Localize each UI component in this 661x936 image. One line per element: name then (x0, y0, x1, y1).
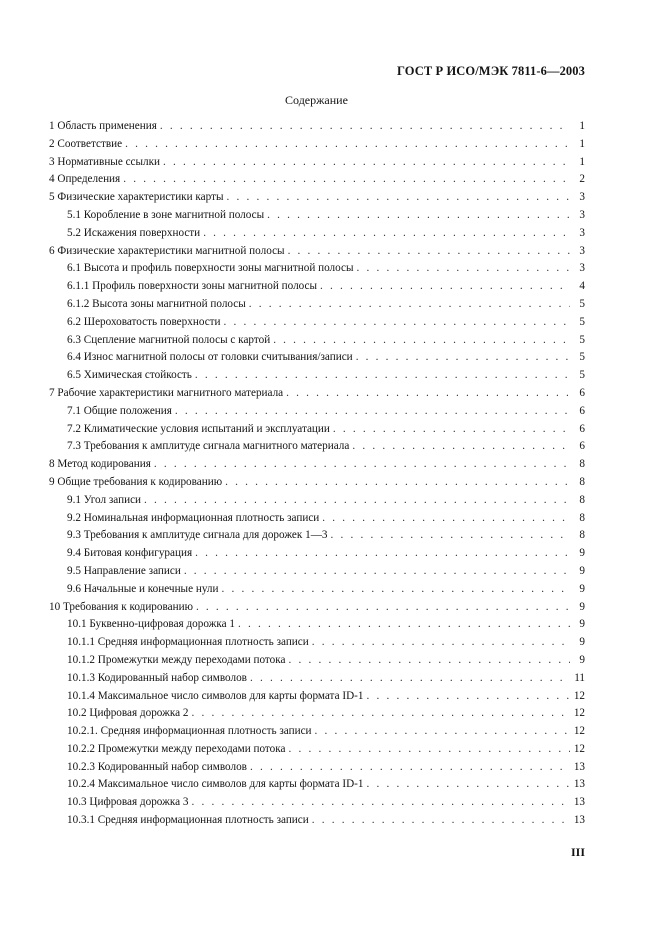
toc-leader-dots (288, 243, 570, 261)
toc-leader-dots (333, 421, 570, 439)
toc-entry[interactable] (49, 171, 585, 189)
table-of-contents (49, 118, 585, 830)
toc-entry[interactable] (49, 385, 585, 403)
toc-entry-page: 5 (579, 333, 585, 346)
toc-entry-page: 4 (579, 280, 585, 293)
toc-entry-page: 9 (579, 653, 585, 666)
toc-entry-page: 11 (574, 671, 585, 684)
toc-entry[interactable] (49, 759, 585, 777)
toc-entry-label: 7.2 Климатические условия испытаний и эксплуатации (67, 422, 330, 435)
toc-entry-page: 1 (579, 137, 585, 150)
toc-entry[interactable] (49, 599, 585, 617)
toc-entry-label: 10.1.2 Промежутки между переходами потока (67, 653, 286, 666)
toc-entry-page: 6 (579, 422, 585, 435)
toc-entry-label: 9.3 Требования к амплитуде сигнала для дорожек 1—3 (67, 529, 328, 542)
toc-entry[interactable] (49, 634, 585, 652)
toc-entry-label: 7.1 Общие положения (67, 404, 172, 417)
toc-entry-page: 12 (573, 725, 585, 738)
toc-entry[interactable] (49, 260, 585, 278)
toc-entry-page: 9 (579, 636, 585, 649)
toc-leader-dots (163, 154, 570, 172)
toc-entry-label: 10.1.4 Максимальное число символов для карты формата ID-1 (67, 689, 364, 702)
toc-entry[interactable] (49, 367, 585, 385)
toc-leader-dots (144, 492, 570, 510)
toc-entry-label: 9.5 Направление записи (67, 564, 181, 577)
toc-leader-dots (366, 688, 570, 706)
toc-entry[interactable] (49, 296, 585, 314)
toc-entry-page: 3 (579, 262, 585, 275)
toc-leader-dots (175, 403, 570, 421)
toc-entry-label: 10.3.1 Средняя информационная плотность записи (67, 814, 309, 827)
toc-entry[interactable] (49, 688, 585, 706)
toc-entry-label: 9.2 Номинальная информационная плотность записи (67, 511, 320, 524)
toc-leader-dots (154, 456, 570, 474)
toc-entry-page: 5 (579, 351, 585, 364)
toc-entry-label: 8 Метод кодирования (49, 458, 151, 471)
toc-leader-dots (123, 171, 570, 189)
toc-entry[interactable] (49, 278, 585, 296)
toc-entry[interactable] (49, 670, 585, 688)
toc-entry-label: 4 Определения (49, 173, 121, 186)
standard-header: ГОСТ Р ИСО/МЭК 7811-6—2003 (396, 64, 585, 78)
toc-entry-page: 6 (579, 404, 585, 417)
toc-entry-label: 6.1.2 Высота зоны магнитной полосы (67, 297, 246, 310)
toc-entry-label: 9.4 Битовая конфигурация (67, 547, 193, 560)
toc-leader-dots (195, 545, 570, 563)
toc-entry-label: 10.2.4 Максимальное число символов для карты формата ID-1 (67, 778, 364, 791)
toc-leader-dots (224, 314, 570, 332)
toc-entry[interactable] (49, 616, 585, 634)
toc-entry[interactable] (49, 225, 585, 243)
toc-entry-page: 8 (579, 529, 585, 542)
toc-entry[interactable] (49, 189, 585, 207)
toc-title: Содержание (285, 93, 348, 107)
toc-entry-page: 6 (579, 440, 585, 453)
toc-entry[interactable] (49, 705, 585, 723)
toc-entry[interactable] (49, 741, 585, 759)
toc-leader-dots (203, 225, 570, 243)
toc-entry-label: 6.3 Сцепление магнитной полосы с картой (67, 333, 271, 346)
toc-entry-page: 1 (579, 120, 585, 132)
toc-entry[interactable] (49, 510, 585, 528)
toc-leader-dots (352, 438, 570, 456)
toc-entry[interactable] (49, 332, 585, 350)
toc-entry-label: 9 Общие требования к кодированию (49, 475, 223, 488)
toc-entry[interactable] (49, 136, 585, 154)
toc-entry-page: 13 (573, 778, 585, 791)
toc-leader-dots (356, 349, 570, 367)
toc-entry-label: 7.3 Требования к амплитуде сигнала магнитного материала (67, 440, 350, 453)
toc-entry-label: 10.2.3 Кодированный набор символов (67, 760, 247, 773)
toc-leader-dots (195, 367, 570, 385)
toc-leader-dots (322, 510, 570, 528)
toc-entry-page: 13 (573, 814, 585, 827)
toc-entry[interactable] (49, 474, 585, 492)
toc-entry[interactable] (49, 492, 585, 510)
toc-entry-label: 5.2 Искажения поверхности (67, 226, 201, 239)
toc-leader-dots (320, 278, 570, 296)
toc-leader-dots (357, 260, 571, 278)
toc-entry[interactable] (49, 563, 585, 581)
toc-entry-label: 6.2 Шероховатость поверхности (67, 315, 221, 328)
toc-entry-label: 9.6 Начальные и конечные нули (67, 582, 219, 595)
toc-entry[interactable] (49, 118, 585, 136)
toc-entry-page: 3 (579, 226, 585, 239)
toc-entry-page: 8 (579, 475, 585, 488)
toc-entry-label: 5.1 Коробление в зоне магнитной полосы (67, 208, 265, 221)
toc-entry-page: 8 (579, 493, 585, 506)
toc-entry-label: 6.1 Высота и профиль поверхности зоны магнитной полосы (67, 262, 354, 275)
toc-entry-page: 3 (579, 191, 585, 204)
toc-leader-dots (191, 705, 570, 723)
toc-leader-dots (250, 759, 570, 777)
toc-entry-label: 3 Нормативные ссылки (49, 155, 161, 168)
toc-leader-dots (312, 634, 570, 652)
toc-entry-page: 9 (579, 582, 585, 595)
toc-leader-dots (288, 652, 570, 670)
toc-entry-label: 10.2.1. Средняя информационная плотность записи (67, 725, 312, 738)
toc-leader-dots (184, 563, 570, 581)
toc-entry-page: 13 (573, 760, 585, 773)
toc-entry-page: 13 (573, 796, 585, 809)
toc-leader-dots (286, 385, 570, 403)
toc-entry-label: 1 Область применения (49, 120, 157, 132)
toc-entry-label: 6.5 Химическая стойкость (67, 369, 192, 382)
toc-entry[interactable] (49, 456, 585, 474)
toc-entry-page: 1 (579, 155, 585, 168)
toc-entry-label: 6.1.1 Профиль поверхности зоны магнитной полосы (67, 280, 318, 293)
toc-entry-page: 9 (579, 618, 585, 631)
toc-entry-label: 10.1.3 Кодированный набор символов (67, 671, 247, 684)
toc-entry-page: 9 (579, 547, 585, 560)
toc-entry-page: 6 (579, 386, 585, 399)
toc-entry-page: 8 (579, 511, 585, 524)
toc-entry-page: 5 (579, 315, 585, 328)
toc-leader-dots (238, 616, 570, 634)
toc-entry-page: 5 (579, 369, 585, 382)
toc-entry-label: 7 Рабочие характеристики магнитного материала (49, 386, 284, 399)
toc-leader-dots (226, 189, 570, 207)
toc-leader-dots (312, 812, 570, 830)
toc-entry-label: 10.2 Цифровая дорожка 2 (67, 707, 189, 720)
toc-entry[interactable] (49, 794, 585, 812)
toc-leader-dots (288, 741, 570, 759)
toc-entry-label: 6 Физические характеристики магнитной полосы (49, 244, 285, 257)
toc-entry[interactable] (49, 314, 585, 332)
toc-entry-page: 12 (573, 742, 585, 755)
toc-leader-dots (125, 136, 570, 154)
toc-entry[interactable] (49, 812, 585, 830)
toc-entry[interactable] (49, 403, 585, 421)
toc-leader-dots (222, 581, 571, 599)
toc-entry[interactable] (49, 349, 585, 367)
toc-entry-label: 9.1 Угол записи (67, 493, 142, 506)
toc-entry-page: 3 (579, 208, 585, 221)
toc-leader-dots (196, 599, 570, 617)
toc-entry-page: 8 (579, 458, 585, 471)
toc-entry-label: 6.4 Износ магнитной полосы от головки считывания/записи (67, 351, 353, 364)
toc-entry-page: 9 (579, 600, 585, 613)
toc-entry[interactable] (49, 154, 585, 172)
toc-entry-page: 5 (579, 297, 585, 310)
toc-entry-page: 9 (579, 564, 585, 577)
toc-entry-label: 10.1 Буквенно-цифровая дорожка 1 (67, 618, 236, 631)
toc-leader-dots (160, 118, 570, 136)
toc-entry-page: 12 (573, 689, 585, 702)
toc-entry[interactable] (49, 776, 585, 794)
toc-leader-dots (315, 723, 570, 741)
toc-leader-dots (225, 474, 570, 492)
toc-leader-dots (330, 527, 570, 545)
toc-entry-label: 10.3 Цифровая дорожка 3 (67, 796, 189, 809)
toc-entry[interactable] (49, 581, 585, 599)
toc-entry[interactable] (49, 545, 585, 563)
toc-leader-dots (191, 794, 570, 812)
toc-entry[interactable] (49, 207, 585, 225)
toc-entry-page: 12 (573, 707, 585, 720)
toc-entry[interactable] (49, 243, 585, 261)
toc-entry-label: 10.2.2 Промежутки между переходами потока (67, 742, 286, 755)
toc-entry[interactable] (49, 438, 585, 456)
toc-entry-label: 10.1.1 Средняя информационная плотность записи (67, 636, 309, 649)
toc-leader-dots (366, 776, 570, 794)
page-number: III (570, 845, 585, 859)
toc-entry-label: 2 Соответствие (49, 137, 123, 150)
toc-leader-dots (250, 670, 570, 688)
toc-entry-page: 2 (579, 173, 585, 186)
toc-entry[interactable] (49, 527, 585, 545)
toc-entry[interactable] (49, 652, 585, 670)
toc-leader-dots (267, 207, 570, 225)
toc-entry-page: 3 (579, 244, 585, 257)
toc-leader-dots (249, 296, 570, 314)
toc-entry[interactable] (49, 723, 585, 741)
toc-entry[interactable] (49, 421, 585, 439)
toc-entry-label: 10 Требования к кодированию (49, 600, 193, 613)
toc-entry-label: 5 Физические характеристики карты (49, 191, 224, 204)
toc-leader-dots (273, 332, 570, 350)
